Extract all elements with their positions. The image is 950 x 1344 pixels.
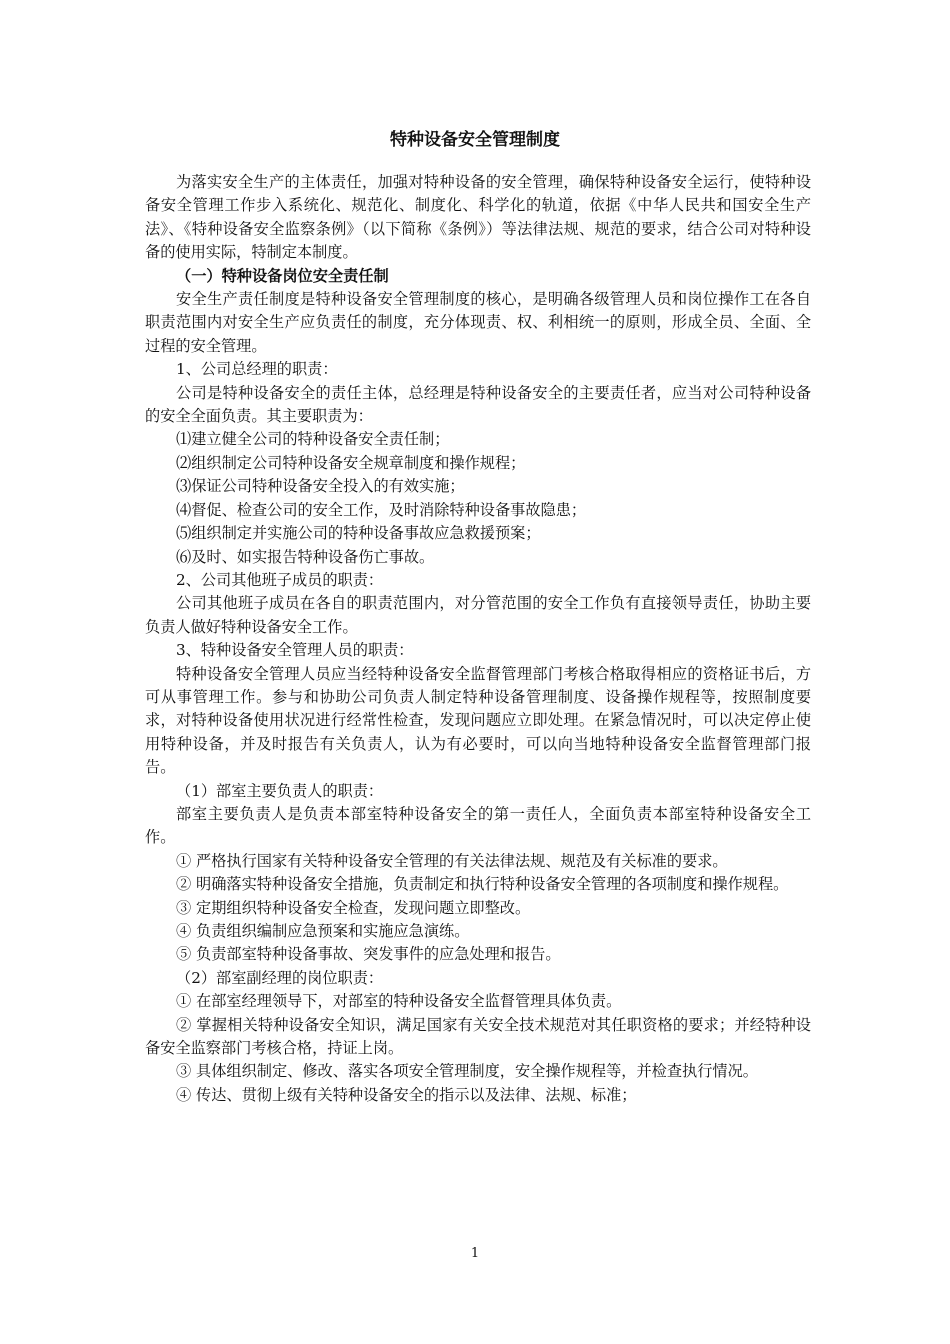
body-paragraph: 公司其他班子成员在各自的职责范围内，对分管范围的安全工作负有直接领导责任，协助主要负责人做好特种设备安全工作。 [145,594,811,636]
list-item: ⑤ 负责部室特种设备事故、突发事件的应急处理和报告。 [176,945,561,964]
list-item: ⑴建立健全公司的特种设备安全责任制； [176,430,450,449]
section-heading: （一）特种设备岗位安全责任制 [176,266,389,285]
page-number: 1 [470,1246,480,1261]
list-item: ④ 传达、贯彻上级有关特种设备安全的指示以及法律、法规、标准； [176,1085,637,1104]
intro-paragraph: 为落实安全生产的主体责任，加强对特种设备的安全管理，确保特种设备安全运行，使特种设备安全管理工作步入系统化、规范化、制度化、科学化的轨道，依据《中华人民共和国安全生产法》、《特种设备安全监察条例》（以下简称《条例》）等法律法规、规范的要求，结合公司对特种设备的使用实际，特制定本制度。 [145,173,811,262]
item-heading: （1）部室主要负责人的职责： [176,781,384,800]
item-heading: 2、公司其他班子成员的职责： [176,570,384,589]
document-body [145,171,811,1107]
body-paragraph: 公司是特种设备安全的责任主体，总经理是特种设备安全的主要责任者，应当对公司特种设备的安全全面负责。其主要职责为： [145,383,811,426]
list-item: ① 在部室经理领导下，对部室的特种设备安全监督管理具体负责。 [176,992,622,1011]
list-item: ② 掌握相关特种设备安全知识，满足国家有关安全技术规范对其任职资格的要求；并经特种设备安全监察部门考核合格，持证上岗。 [145,1015,811,1058]
list-item: ⑹及时、如实报告特种设备伤亡事故。 [176,547,435,566]
list-item: ④ 负责组织编制应急预案和实施应急演练。 [176,922,470,940]
item-heading: 3、特种设备安全管理人员的职责： [176,641,414,660]
list-item: ⑶保证公司特种设备安全投入的有效实施； [176,477,465,496]
list-item: ② 明确落实特种设备安全措施，负责制定和执行特种设备安全管理的各项制度和操作规程。 [176,875,789,894]
list-item: ③ 定期组织特种设备安全检查，发现问题立即整改。 [176,898,531,917]
body-paragraph: 部室主要负责人是负责本部室特种设备安全的第一责任人，全面负责本部室特种设备安全工作。 [145,804,811,847]
document-title: 特种设备安全管理制度 [390,130,560,150]
item-heading: 1、公司总经理的职责： [176,360,338,379]
list-item: ① 严格执行国家有关特种设备安全管理的有关法律法规、规范及有关标准的要求。 [176,851,728,870]
list-item: ⑵组织制定公司特种设备安全规章制度和操作规程； [176,453,526,472]
item-heading: （2）部室副经理的岗位职责： [176,968,384,987]
list-item: ⑷督促、检查公司的安全工作，及时消除特种设备事故隐患； [176,500,587,519]
body-paragraph: 安全生产责任制度是特种设备安全管理制度的核心，是明确各级管理人员和岗位操作工在各自职责范围内对安全生产应负责任的制度，充分体现责、权、利相统一的原则，形成全员、全面、全过程的安全管理。 [145,290,811,355]
list-item: ⑸组织制定并实施公司的特种设备事故应急救援预案； [176,524,541,543]
body-paragraph: 特种设备安全管理人员应当经特种设备安全监督管理部门考核合格取得相应的资格证书后，方可从事管理工作。参与和协助公司负责人制定特种设备管理制度、设备操作规程等，按照制度要求，对特种设备使用状况进行经常性检查，发现问题应立即处理。在紧急情况时，可以决定停止使用特种设备，并及时报告有关负责人，认为有必要时，可以向当地特种设备安全监督管理部门报告。 [145,664,811,777]
list-item: ③ 具体组织制定、修改、落实各项安全管理制度，安全操作规程等，并检查执行情况。 [176,1062,758,1081]
